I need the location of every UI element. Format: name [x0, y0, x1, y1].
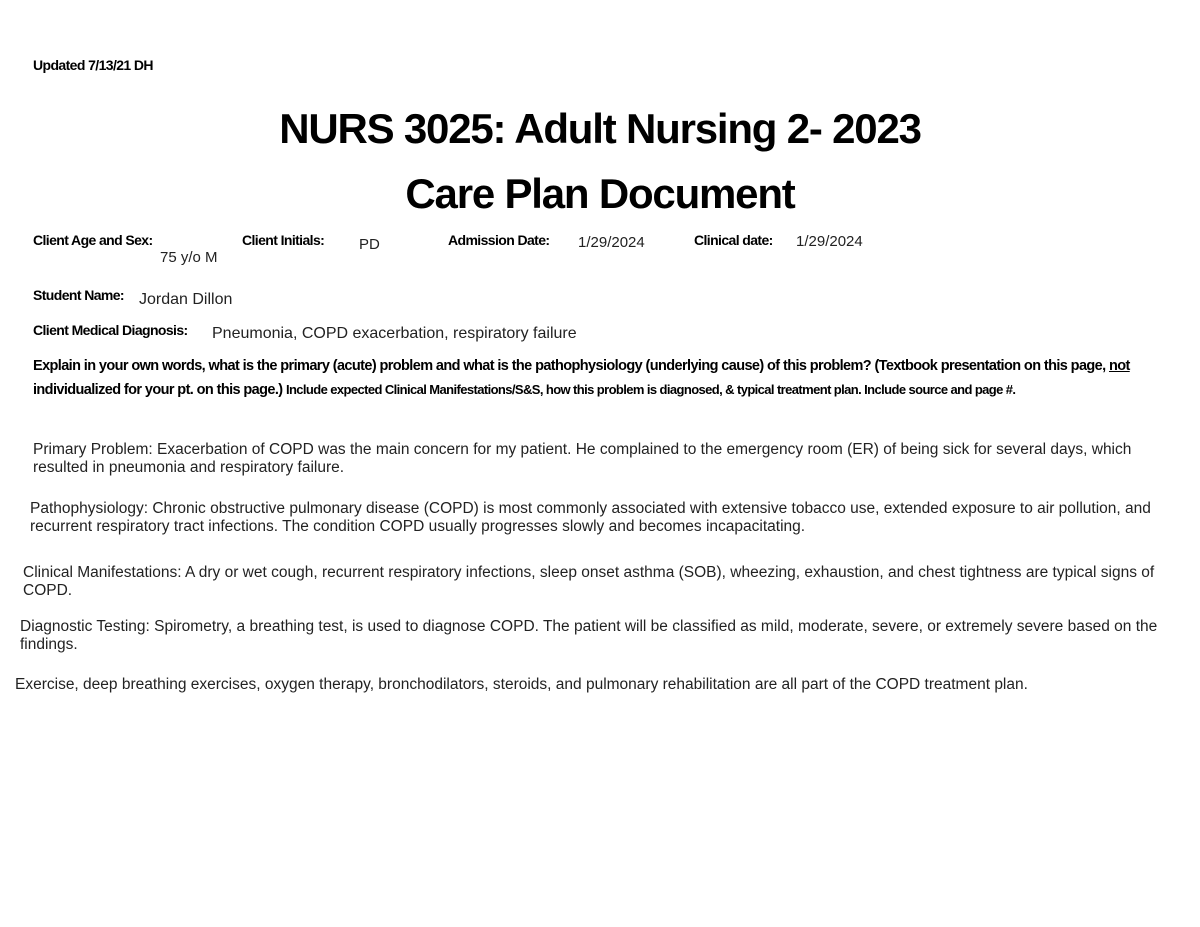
- medical-diagnosis-label: Client Medical Diagnosis:: [33, 322, 188, 338]
- instructions-part3: Include expected Clinical Manifestations/S&S, how this problem is diagnosed, & typical treatment plan. Include source and page #.: [285, 382, 1016, 397]
- clinical-manifestations-text: Clinical Manifestations: A dry or wet cough, recurrent respiratory infections, sleep onset asthma (SOB), wheezing, exhaustion, and chest tightness are typical signs of COPD.: [23, 564, 1155, 599]
- age-sex-label: Client Age and Sex:: [33, 232, 153, 248]
- client-initials-value: PD: [359, 236, 380, 253]
- pathophysiology-text: Pathophysiology: Chronic obstructive pulmonary disease (COPD) is most commonly associated with extensive tobacco use, extended exposure to air pollution, and recurrent respiratory tract infections. The condition COPD usually progresses slowly and becomes incapacitating.: [30, 500, 1151, 535]
- instructions-part2: individualized for your pt. on this page.): [33, 382, 286, 398]
- instructions-prompt: [33, 354, 1143, 402]
- treatment-plan-text: Exercise, deep breathing exercises, oxygen therapy, bronchodilators, steroids, and pulmonary rehabilitation are all part of the COPD treatment plan.: [15, 676, 1028, 693]
- student-name-label: Student Name:: [33, 287, 124, 303]
- document-title: NURS 3025: Adult Nursing 2- 2023: [279, 105, 921, 152]
- admission-date-value: 1/29/2024: [578, 234, 645, 251]
- document-subtitle: Care Plan Document: [405, 170, 795, 217]
- clinical-date-value: 1/29/2024: [796, 233, 863, 250]
- updated-note: Updated 7/13/21 DH: [33, 57, 153, 73]
- client-initials-label: Client Initials:: [242, 232, 325, 248]
- age-sex-value: 75 y/o M: [160, 249, 218, 266]
- instructions-underlined: not: [1108, 358, 1130, 374]
- medical-diagnosis-value: Pneumonia, COPD exacerbation, respiratory failure: [212, 325, 577, 342]
- primary-problem-text: Primary Problem: Exacerbation of COPD was the main concern for my patient. He complained to the emergency room (ER) of being sick for several days, which resulted in pneumonia and respiratory failure.: [33, 441, 1132, 476]
- diagnostic-testing-text: Diagnostic Testing: Spirometry, a breathing test, is used to diagnose COPD. The patient will be classified as mild, moderate, severe, or extremely severe based on the findings.: [20, 618, 1158, 653]
- admission-date-label: Admission Date:: [448, 232, 550, 248]
- instructions-part1: Explain in your own words, what is the primary (acute) problem and what is the pathophysiology (underlying cause) of this problem? (Textbook presentation on this page,: [33, 358, 1109, 374]
- student-name-value: Jordan Dillon: [139, 291, 233, 308]
- clinical-date-label: Clinical date:: [694, 232, 773, 248]
